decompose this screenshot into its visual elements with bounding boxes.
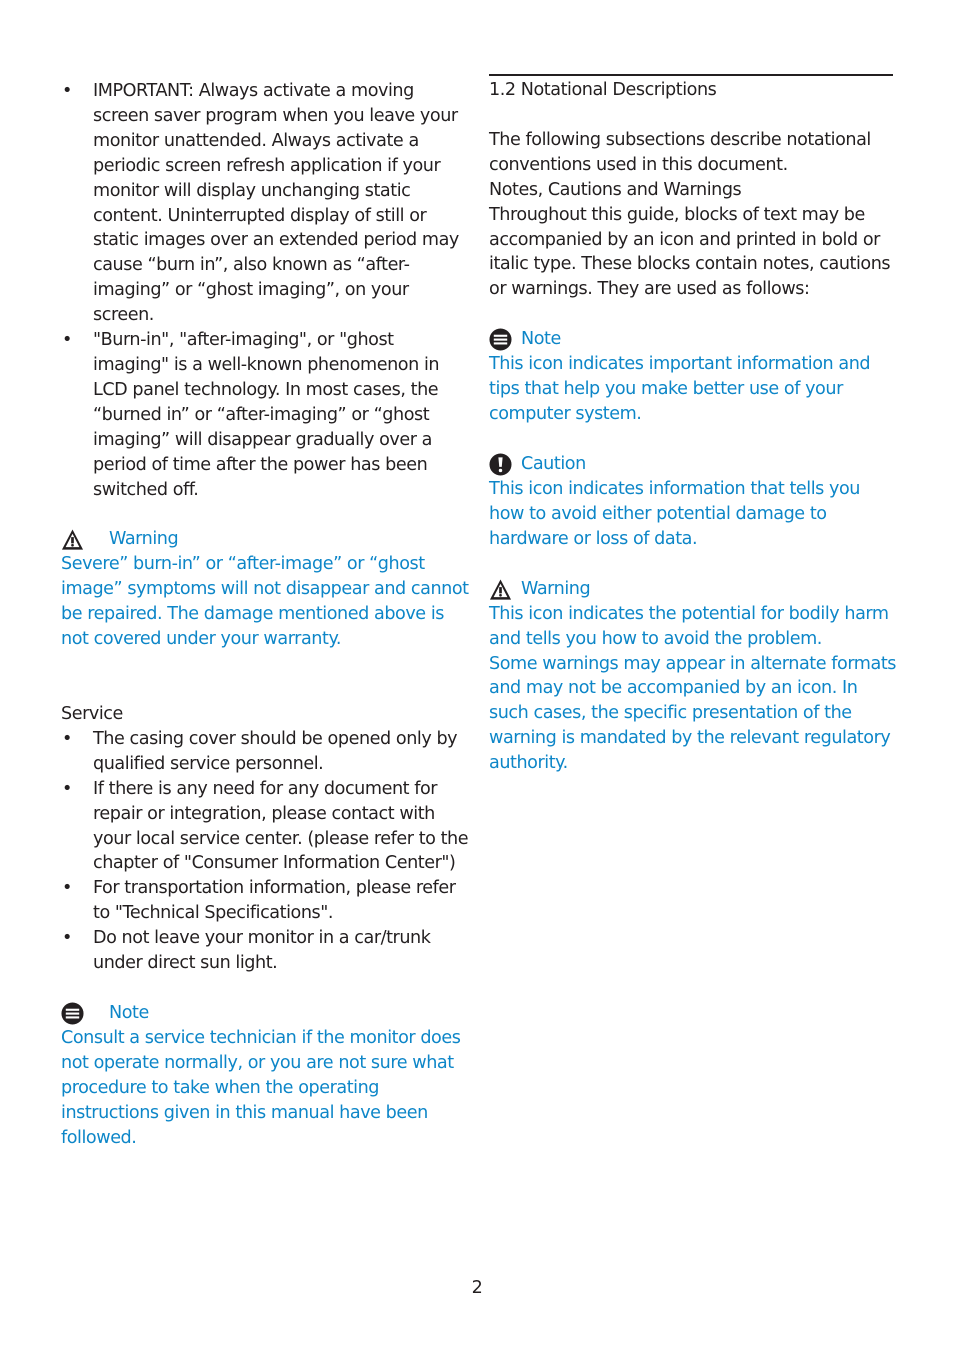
caution-heading — [489, 452, 899, 477]
important-list — [61, 79, 471, 502]
list-item: • IMPORTANT: Always activate a moving screen saver program when you leave your monitor unattended. Always activate a periodic screen refresh application if your monitor will display unchanging static content. Uninterrupted display of still or static images over an extended period may cause “burn in”, also known as “after-imaging” or “ghost imaging”, on your screen. — [61, 79, 471, 328]
list-item: • If there is any need for any document for repair or integration, please contact with your local service center. (please refer to the chapter of "Consumer Information Center") — [61, 777, 471, 877]
warning-heading — [61, 527, 471, 552]
note-icon — [489, 328, 512, 351]
note-text: This icon indicates important information and tips that help you make better use of your computer system. — [489, 354, 871, 425]
note-label: Note — [109, 1003, 149, 1024]
warning-text-extra: Some warnings may appear in alternate formats and may not be accompanied by an icon. In such cases, the specific presentation of the warning is mandated by the relevant regulatory authority. — [489, 653, 896, 774]
left-column — [61, 79, 471, 1151]
warning-heading — [489, 577, 899, 602]
warning-label: Warning — [109, 529, 179, 550]
warning-triangle-icon — [489, 578, 512, 601]
warning-text: Severe” burn-in” or “after-image” or “ghost image” symptoms will not disappear and cannot be repaired. The damage mentioned above is not covered under your warranty. — [61, 554, 469, 650]
note-text: Consult a service technician if the monitor does not operate normally, or you are not sure what procedure to take when the operating instructions given in this manual have been followed. — [61, 1028, 461, 1148]
list-item: • For transportation information, please refer to "Technical Specifications". — [61, 876, 471, 926]
warning-triangle-icon — [61, 528, 84, 551]
caution-label: Caution — [521, 454, 586, 475]
service-list — [61, 727, 471, 976]
service-heading: Service — [61, 704, 123, 725]
intro-paragraph: Throughout this guide, blocks of text may be accompanied by an icon and printed in bold or italic type. These blocks contain notes, cautions or warnings. They are used as follows: — [489, 204, 891, 300]
note-label: Note — [521, 329, 561, 350]
caution-exclamation-icon — [489, 453, 512, 476]
right-column — [489, 74, 899, 776]
warning-label: Warning — [521, 578, 591, 599]
list-item: • Do not leave your monitor in a car/trunk under direct sun light. — [61, 926, 471, 976]
section-divider — [489, 74, 893, 76]
note-icon — [61, 1002, 84, 1025]
caution-text: This icon indicates information that tells you how to avoid either potential damage to hardware or loss of data. — [489, 478, 860, 549]
note-heading — [489, 327, 899, 352]
warning-text: This icon indicates the potential for bodily harm and tells you how to avoid the problem. — [489, 603, 889, 649]
list-item: • The casing cover should be opened only by qualified service personnel. — [61, 727, 471, 777]
note-heading — [61, 1001, 471, 1026]
section-title: 1.2 Notational Descriptions — [489, 80, 717, 100]
list-item: • "Burn-in", "after-imaging", or "ghost imaging" is a well-known phenomenon in LCD panel technology. In most cases, the “burned in” or “after-imaging” or “ghost imaging” will disappear gradually over a period of time after the power has been switched off. — [61, 328, 471, 502]
intro-subheading: Notes, Cautions and Warnings — [489, 179, 742, 200]
page-number: 2 — [471, 1278, 483, 1298]
intro-paragraph: The following subsections describe notational conventions used in this document. — [489, 129, 871, 175]
